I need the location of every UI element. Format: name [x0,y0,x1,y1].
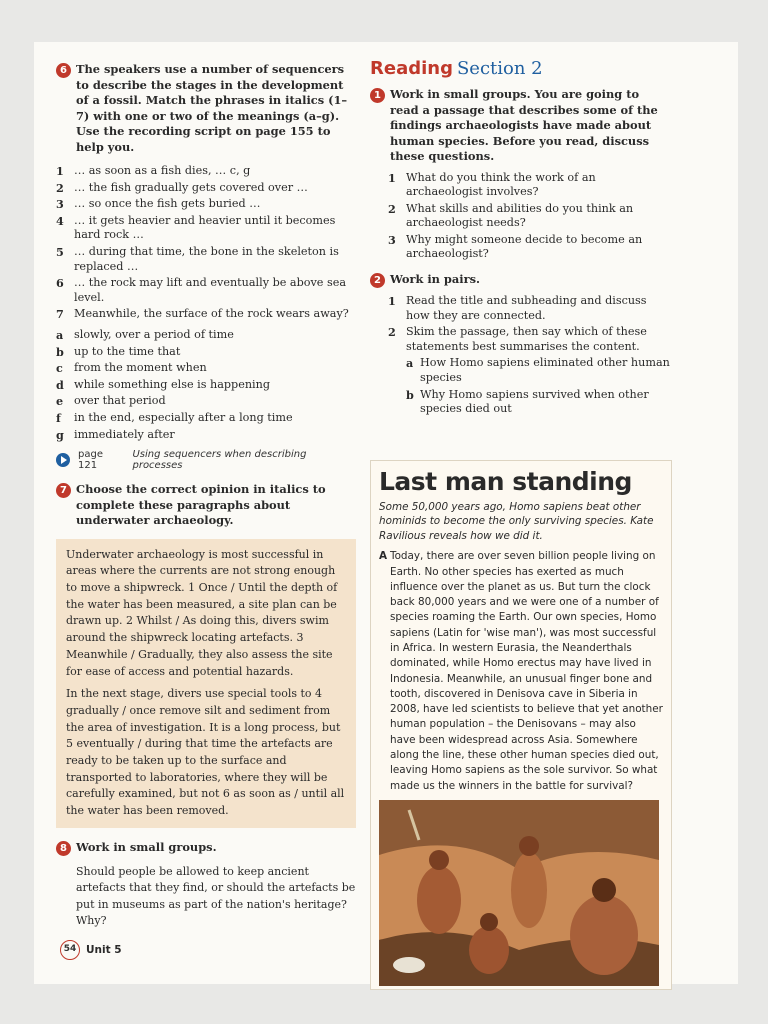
list-item: d while something else is happening [56,377,270,392]
left-column [56,62,356,930]
exercise-6-heading [56,62,356,155]
reading-label: Reading [370,58,453,79]
exercise-number-icon: 1 [370,88,385,103]
right-column [370,58,670,419]
list-item: 7 Meanwhile, the surface of the rock wears away? [56,307,349,322]
figure-left [417,866,461,934]
list-item: b up to the time that [56,344,181,359]
figure-crouching-head [480,913,498,931]
list-item: 2 What skills and abilities do you think an archaeologist needs? [388,201,634,230]
reading-exercise-1-instruction: Work in small groups. You are going to read a passage that describes some of the findings archaeologists have made about human species. Before you read, discuss these questions. [390,87,658,163]
paragraph-key: A [379,550,388,563]
play-arrow-icon [56,453,70,467]
exercise-7-instruction: Choose the correct opinion in italics to complete these paragraphs about underwater archaeology. [76,482,326,528]
list-item: 3 Why might someone decide to become an archaeologist? [388,232,643,261]
exercise-8-instruction: Work in small groups. [76,839,217,854]
question-list [388,171,670,263]
reading-exercise-2-instruction: Work in pairs. [390,272,480,287]
underwater-archaeology-box [56,539,356,828]
animal-skull [393,957,425,973]
paragraph-text: Today, there are over seven billion people living on Earth. No other species has exerted as much influence over the planet as us. But turn the clock back 80,000 years and we were one of a number of species roaming the Earth. Our own species, Homo sapiens (Latin for 'wise man'), was most successful in Africa. In western Eurasia, the Neanderthals dominated, while Homo erectus may have lived in Indonesia. Meanwhile, an unusual finger bone and tooth, discovered in Denisova cave in Siberia in 2008, have led scientists to believe that yet another human population – the Denisovans – may also have been widespread across Asia. Somewhere along the line, these other human species died out, leaving Homo sapiens as the sole survivor. So what made us the winners in the battle for survival? [390,550,663,792]
list-item: 1 What do you think the work of an archaeologist involves? [388,170,596,199]
task-list [388,294,670,354]
exercise-number-icon: 7 [56,483,71,498]
box-paragraph-1: Underwater archaeology is most successful in areas where the currents are not strong enough to move a shipwreck. 1 Once / Until the depth of the water has been measured, a site plan can be drawn up. 2 Whilst / As doing this, divers swim around the shipwreck locating artefacts. 3 Meanwhile / Gradually, they also assess the site for ease of access and potential hazards. [66,547,338,678]
list-item: 4 … it gets heavier and heavier until it becomes hard rock … [56,213,336,242]
reading-section-title [370,58,670,79]
list-item: 2 Skim the passage, then say which of these statements best summarises the content. [388,325,647,353]
meaning-list [56,328,356,442]
article-title: Last man standing [379,467,632,496]
figure-right [570,895,638,975]
article-paragraph-a [379,549,663,794]
reading-exercise-1-heading [370,87,670,165]
section-label: Section 2 [456,58,543,79]
exercise-number-icon: 6 [56,63,71,78]
summary-options [406,356,670,416]
exercise-number-icon: 8 [56,841,71,856]
exercise-8-text: Should people be allowed to keep ancient artefacts that they find, or should the artefacts be put in museums as part of the nation's heritage? Why? [76,864,356,928]
phrase-list [56,164,356,322]
list-item: c from the moment when [56,361,207,376]
list-item: 3 … so once the fish gets buried … [56,197,261,212]
list-item: b Why Homo sapiens survived when other species died out [406,387,649,416]
figure-crouching [469,926,509,974]
unit-label: Unit 5 [86,944,122,956]
figure-right-head [592,878,616,902]
list-item: 2 … the fish gradually gets covered over … [56,180,308,195]
list-item: 6 … the rock may lift and eventually be above sea level. [56,276,347,304]
grammar-reference[interactable] [56,449,356,471]
list-item: a slowly, over a period of time [56,327,234,342]
reference-page: page 121 [78,449,103,472]
reading-exercise-2-heading [370,272,670,288]
box-paragraph-2: In the next stage, divers use special tools to 4 gradually / once remove silt and sediment from the area of investigation. It is a long process, but 5 eventually / during that time the artefacts are ready to be taken up to the surface and transported to laboratories, where they will be carefully examined, but not 6 as soon as / until all the water has been removed. [66,687,345,818]
cave-painting-illustration [379,800,659,986]
figure-standing-head [519,836,539,856]
reference-text: Using sequencers when describing processes [132,449,307,472]
figure-left-head [429,850,449,870]
exercise-7-heading [56,482,356,529]
exercise-6-instruction: The speakers use a number of sequencers to describe the stages in the development of a fossil. Match the phrases in italics (1–7) with one or two of the meanings (a–g). Use the recording script on page 155 to help you. [76,62,348,154]
list-item: 1 Read the title and subheading and discuss how they are connected. [388,294,647,322]
list-item: a How Homo sapiens eliminated other human species [406,356,670,385]
list-item: e over that period [56,394,166,409]
list-item: f in the end, especially after a long time [56,410,293,425]
list-item: g immediately after [56,427,175,442]
article-panel [370,460,672,990]
page-number: 54 [60,940,80,960]
figure-standing [511,852,547,928]
article-subtitle: Some 50,000 years ago, Homo sapiens beat other hominids to become the only surviving species. Kate Ravilious reveals how we did it. [379,501,654,542]
page-footer [60,940,122,960]
list-item: 1 … as soon as a fish dies, … c, g [56,164,251,178]
exercise-number-icon: 2 [370,273,385,288]
exercise-8-heading [56,840,356,856]
list-item: 5 … during that time, the bone in the skeleton is replaced … [56,244,339,273]
